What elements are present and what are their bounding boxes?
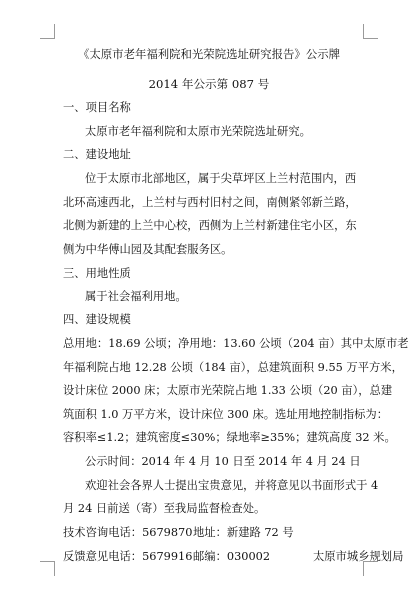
section-text-land-use: 属于社会福利用地。 <box>85 290 187 303</box>
scale-line-1: 总用地：18.69 公顷；净用地：13.60 公顷（204 亩）其中太原市老 <box>63 337 409 350</box>
address-line-1: 位于太原市北部地区，属于尖草坪区上兰村范围内，西 <box>85 172 357 185</box>
section-heading-scale: 四、建设规模 <box>63 313 131 326</box>
document-title: 《太原市老年福利院和光荣院选址研究报告》公示牌 <box>78 47 340 61</box>
section-heading-project-name: 一、项目名称 <box>63 101 131 114</box>
issuing-bureau: 太原市城乡规划局 <box>313 550 404 563</box>
section-text-project-name: 太原市老年福利院和太原市光荣院选址研究。 <box>85 125 311 138</box>
welcome-line-2: 月 24 日前送（寄）至我局监督检查处。 <box>63 502 266 515</box>
page-corner-mark-top-right <box>363 24 378 39</box>
contact-postcode: 邮编：030002 <box>193 550 271 563</box>
page-corner-mark-top-left <box>40 24 55 39</box>
scale-line-4: 筑面积 1.0 万平方米，设计床位 300 床。选址用地控制指标为： <box>63 408 389 421</box>
address-line-2: 北环高速西北，上兰村与西村旧村之间，南侧紧邻新兰路， <box>63 196 357 209</box>
contact-row-1 <box>63 526 294 540</box>
publicity-period: 公示时间：2014 年 4 月 10 日至 2014 年 4 月 24 日 <box>85 455 361 468</box>
scale-line-3: 设计床位 2000 床；太原市光荣院占地 1.33 公顷（20 亩），总建 <box>63 384 393 397</box>
scale-line-2: 年福利院占地 12.28 公顷（184 亩），总建筑面积 9.55 万平方米， <box>63 361 403 374</box>
address-line-4: 侧为中华傅山园及其配套服务区。 <box>63 243 233 256</box>
section-heading-address: 二、建设地址 <box>63 148 131 161</box>
address-line-3: 北侧为新建的上兰中心校，西侧为上兰村新建住宅小区，东 <box>63 219 357 232</box>
section-heading-land-use: 三、用地性质 <box>63 267 131 280</box>
page-corner-mark-bottom-left <box>40 561 55 576</box>
contact-address: 地址：新建路 72 号 <box>193 526 294 539</box>
feedback-phone: 反馈意见电话：5679916 <box>63 550 193 563</box>
scale-line-5: 容积率≤1.2；建筑密度≤30%；绿地率≥35%；建筑高度 32 米。 <box>63 431 396 444</box>
document-number: 2014 年公示第 087 号 <box>148 77 270 91</box>
tech-consult-phone: 技术咨询电话：5679870 <box>63 526 193 539</box>
welcome-line-1: 欢迎社会各界人士提出宝贵意见，并将意见以书面形式于 4 <box>85 479 379 492</box>
contact-row-2 <box>63 550 403 564</box>
